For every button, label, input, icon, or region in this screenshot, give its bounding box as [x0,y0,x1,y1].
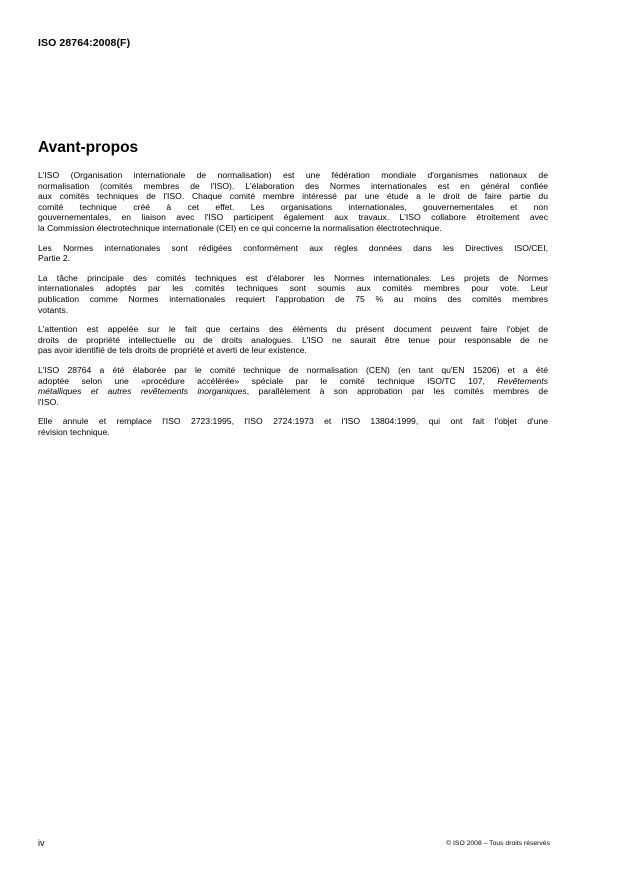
text-segment: adoptée selon une «procédure accélérée» spéciale par le comité technique ISO/TC 107, [38,375,498,386]
text-line: publication comme Normes internationales requiert l'approbation de 75 % au moins des comités membres [38,293,548,304]
text-line: Les Normes internationales sont rédigées conformément aux règles données dans les Directives ISO/CEI, [38,242,548,253]
text-line: Partie 2. [38,253,71,264]
paragraph-patent-rights [38,324,548,356]
document-identifier: ISO 28764:2008(F) [38,37,131,49]
paragraph-directives [38,243,548,264]
text-line: aux comités techniques de l'ISO. Chaque comité membre intéressé par une étude a le droit de faire partie du [38,191,548,202]
copyright-notice: © ISO 2008 – Tous droits réservés [446,840,550,847]
text-line: révision technique. [38,426,110,437]
text-line: droits de propriété intellectuelle ou de droits analogues. L'ISO ne saurait être tenue pour responsable de ne [38,334,548,345]
text-segment: , parallèlement à son approbation par les comités membres de [246,386,548,397]
section-title: Avant-propos [38,139,139,156]
text-line: La tâche principale des comités techniques est d'élaborer les Normes internationales. Les projets de Normes [38,272,548,283]
paragraph-iso-organisation [38,170,548,234]
text-line: l'ISO. [38,396,59,407]
text-line: pas avoir identifié de tels droits de propriété et averti de leur existence. [38,345,307,356]
paragraph-preparation [38,365,548,407]
paragraph-technical-committees [38,273,548,315]
text-line: la Commission électrotechnique internationale (CEI) en ce qui concerne la normalisation électrotechnique. [38,222,442,233]
text-line: internationales adoptés par les comités techniques sont soumis aux comités membres pour vote. Leur [38,283,548,294]
text-line: votants. [38,304,69,315]
text-line: Elle annule et remplace l'ISO 2723:1995, l'ISO 2724:1973 et l'ISO 13804:1999, qui ont fait l'objet d'une [38,416,548,427]
text-line: comité technique créé à cet effet. Les organisations internationales, gouvernementales et non [38,201,548,212]
foreword-body [38,170,548,446]
text-line: L'ISO (Organisation internationale de normalisation) est une fédération mondiale d'organismes nationaux de [38,170,548,180]
paragraph-replaces [38,416,548,437]
text-line: gouvernementales, en liaison avec l'ISO participent également aux travaux. L'ISO collabore étroitement avec [38,212,548,223]
page-number: iv [38,838,45,848]
text-line: L'attention est appelée sur le fait que certains des éléments du présent document peuvent faire l'objet de [38,324,548,335]
committee-title-emphasis: Revêtements [497,375,548,386]
committee-title-emphasis: métalliques et autres revêtements inorganiques [38,386,247,397]
text-line [38,376,548,387]
text-line: normalisation (comités membres de l'ISO). L'élaboration des Normes internationales est en général confiée [38,180,548,191]
text-line: L'ISO 28764 a été élaborée par le comité technique de normalisation (CEN) (en tant qu'EN 15206) et a été [38,364,548,375]
text-line [38,386,548,397]
